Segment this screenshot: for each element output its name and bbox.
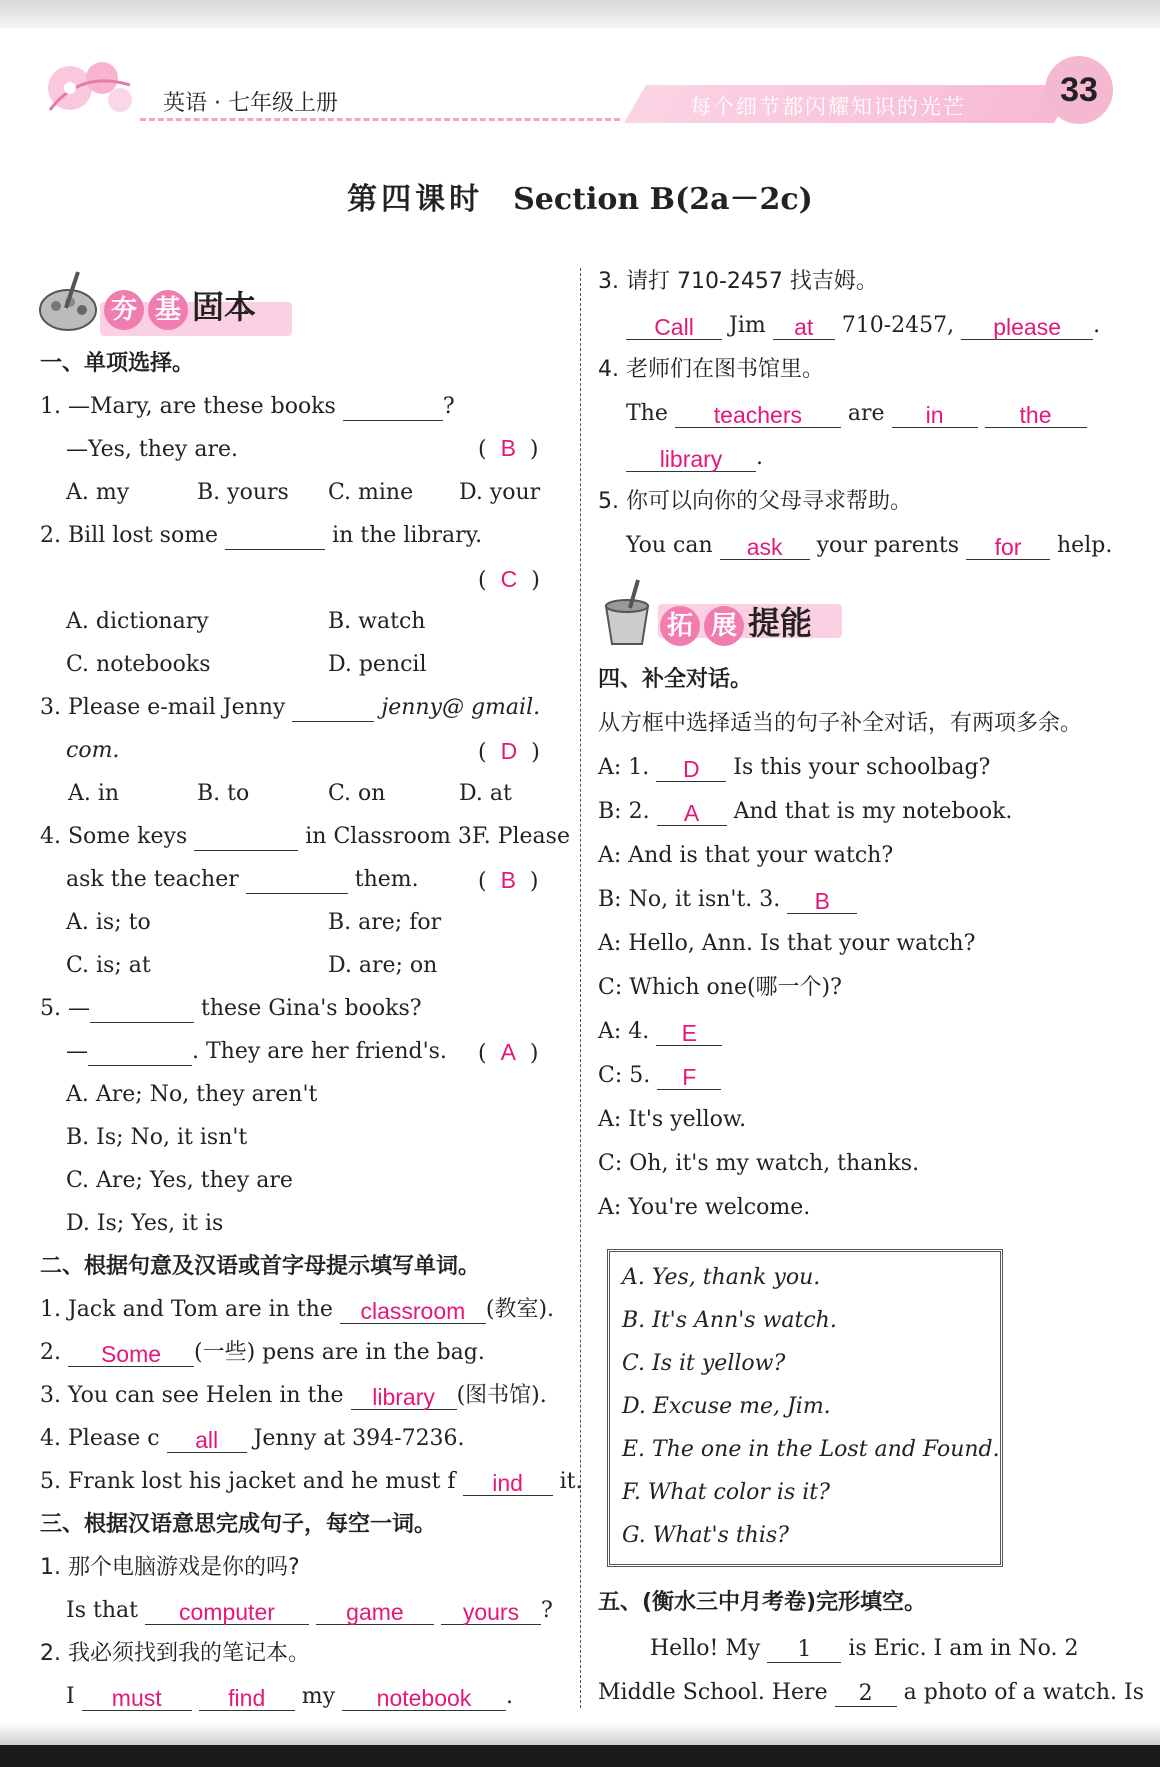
dialog-line-11: A: You're welcome. (598, 1195, 811, 1220)
p2-item-4: 4. Please c all Jenny at 394-7236. (40, 1426, 465, 1453)
q4-option-a: A. is; to (66, 910, 151, 935)
q1-option-c: C. mine (328, 480, 414, 505)
part3-heading: 三、根据汉语意思完成句子，每空一词。 (40, 1512, 437, 1537)
bottom-shade (0, 1722, 1160, 1745)
top-edge (0, 0, 1160, 28)
slogan: 每个细节都闪耀知识的光芒 (690, 95, 966, 119)
dialog-line-5: A: Hello, Ann. Is that your watch? (598, 931, 976, 956)
part2-heading: 二、根据句意及汉语或首字母提示填写单词。 (40, 1254, 481, 1279)
dialog-line-9: A: It's yellow. (598, 1107, 747, 1132)
p3-q1-cn: 1. 那个电脑游戏是你的吗? (40, 1555, 300, 1580)
p2-item-3: 3. You can see Helen in the library (图书馆). (40, 1383, 547, 1410)
p3-q5-en: You can ask your parents for help. (626, 533, 1113, 560)
q3-stem: 3. Please e-mail Jenny jenny@ gmail. (40, 695, 541, 720)
q3-stem-cont: com. (66, 738, 120, 763)
p3-q4-en: The teachers are in the (626, 400, 1087, 428)
q4-stem-cont: ask the teacher them. (66, 867, 419, 892)
dialog-line-3: A: And is that your watch? (598, 843, 894, 868)
part4-heading: 四、补全对话。 (598, 667, 753, 692)
part4-instruction: 从方框中选择适当的句子补全对话，有两项多余。 (598, 711, 1083, 736)
page-number: 33 (1045, 56, 1113, 124)
p3-q4-cn: 4. 老师们在图书馆里。 (598, 357, 824, 382)
q1-stem: 1. —Mary, are these books ? (40, 394, 455, 419)
q4-stem: 4. Some keys in Classroom 3F. Please (40, 824, 570, 849)
dialog-line-7: A: 4. E (598, 1018, 722, 1046)
part5-heading: 五、(衡水三中月考卷)完形填空。 (598, 1590, 927, 1615)
q5-answer: A (500, 1039, 516, 1065)
book-title: 英语 · 七年级上册 (163, 91, 338, 116)
box-option-f: F. What color is it? (622, 1480, 830, 1505)
dialog-line-8: C: 5. F (598, 1062, 721, 1090)
q5-option-b: B. Is; No, it isn't (66, 1125, 248, 1150)
box-option-d: D. Excuse me, Jim. (622, 1394, 831, 1419)
box-option-a: A. Yes, thank you. (622, 1265, 821, 1290)
dialog-line-1: A: 1. D Is this your schoolbag? (598, 755, 991, 782)
q4-answer-bracket: ( B ) (478, 867, 539, 894)
q4-option-c: C. is; at (66, 953, 151, 978)
p2-item-2: 2. Some (一些) pens are in the bag. (40, 1340, 485, 1367)
q5-answer-bracket: ( A ) (478, 1039, 539, 1066)
q3-answer: D (500, 738, 518, 764)
lesson-section: Section B(2a－2c) (513, 182, 813, 217)
q3-option-b: B. to (197, 781, 250, 806)
q1-reply: —Yes, they are. (66, 437, 239, 462)
q5-option-a: A. Are; No, they aren't (66, 1082, 318, 1107)
q1-option-a: A. my (66, 480, 130, 505)
q3-option-d: D. at (459, 781, 512, 806)
section-title-tuozhan: 拓 展 提能 (660, 598, 812, 646)
box-option-c: C. Is it yellow? (622, 1351, 786, 1376)
dialog-line-6: C: Which one(哪一个)? (598, 975, 842, 1000)
flower-ornament-icon (40, 50, 150, 125)
cloze-line-1: Hello! My 1 is Eric. I am in No. 2 (650, 1636, 1079, 1662)
q5-option-d: D. Is; Yes, it is (66, 1211, 224, 1236)
cloze-line-2: Middle School. Here 2 a photo of a watch. Is (598, 1680, 1145, 1706)
q4-option-b: B. are; for (328, 910, 442, 935)
dialog-line-2: B: 2. A And that is my notebook. (598, 799, 1013, 826)
dialog-line-4: B: No, it isn't. 3. B (598, 886, 857, 914)
q1-option-d: D. your (459, 480, 541, 505)
paint-bucket-icon (598, 578, 658, 648)
p3-q2-en: I must find my notebook . (66, 1684, 513, 1711)
section-title-jiji: 夯 基 固本 (104, 282, 256, 330)
q1-answer-bracket: ( B ) (478, 435, 539, 462)
p2-item-1: 1. Jack and Tom are in the classroom (教室). (40, 1297, 555, 1324)
q4-option-d: D. are; on (328, 953, 438, 978)
q2-option-b: B. watch (328, 609, 426, 634)
p3-q3-en: Call Jim at 710-2457, please . (626, 312, 1100, 340)
p2-item-5: 5. Frank lost his jacket and he must f ind it. (40, 1469, 583, 1496)
dialog-line-10: C: Oh, it's my watch, thanks. (598, 1151, 920, 1176)
palette-icon (38, 268, 100, 334)
q5-stem: 5. — these Gina's books? (40, 996, 422, 1021)
box-option-b: B. It's Ann's watch. (622, 1308, 837, 1333)
part1-heading: 一、单项选择。 (40, 351, 195, 376)
q3-answer-bracket: ( D ) (478, 738, 540, 765)
q2-option-c: C. notebooks (66, 652, 211, 677)
q2-stem: 2. Bill lost some in the library. (40, 523, 483, 548)
q1-option-b: B. yours (197, 480, 289, 505)
p3-q4-en-cont: library . (626, 444, 763, 472)
q2-option-a: A. dictionary (66, 609, 209, 634)
p3-q5-cn: 5. 你可以向你的父母寻求帮助。 (598, 489, 912, 514)
q3-option-a: A. in (68, 781, 120, 806)
q2-answer: C (500, 566, 518, 592)
header-divider (140, 118, 620, 121)
box-option-g: G. What's this? (622, 1523, 789, 1548)
bottom-edge (0, 1745, 1160, 1767)
lesson-label: 第四课时 (347, 182, 484, 217)
p3-q1-en: Is that computer game yours ? (66, 1598, 553, 1625)
p3-q2-cn: 2. 我必须找到我的笔记本。 (40, 1641, 310, 1666)
lesson-title (0, 174, 1160, 218)
q5-reply: — . They are her friend's. (66, 1039, 447, 1064)
p3-q3-cn: 3. 请打 710-2457 找吉姆。 (598, 269, 878, 294)
q2-answer-bracket: ( C ) (478, 566, 540, 593)
q4-answer: B (500, 867, 516, 893)
q3-option-c: C. on (328, 781, 386, 806)
q1-answer: B (500, 435, 516, 461)
q5-option-c: C. Are; Yes, they are (66, 1168, 293, 1193)
box-option-e: E. The one in the Lost and Found. (622, 1437, 1000, 1462)
q2-option-d: D. pencil (328, 652, 427, 677)
